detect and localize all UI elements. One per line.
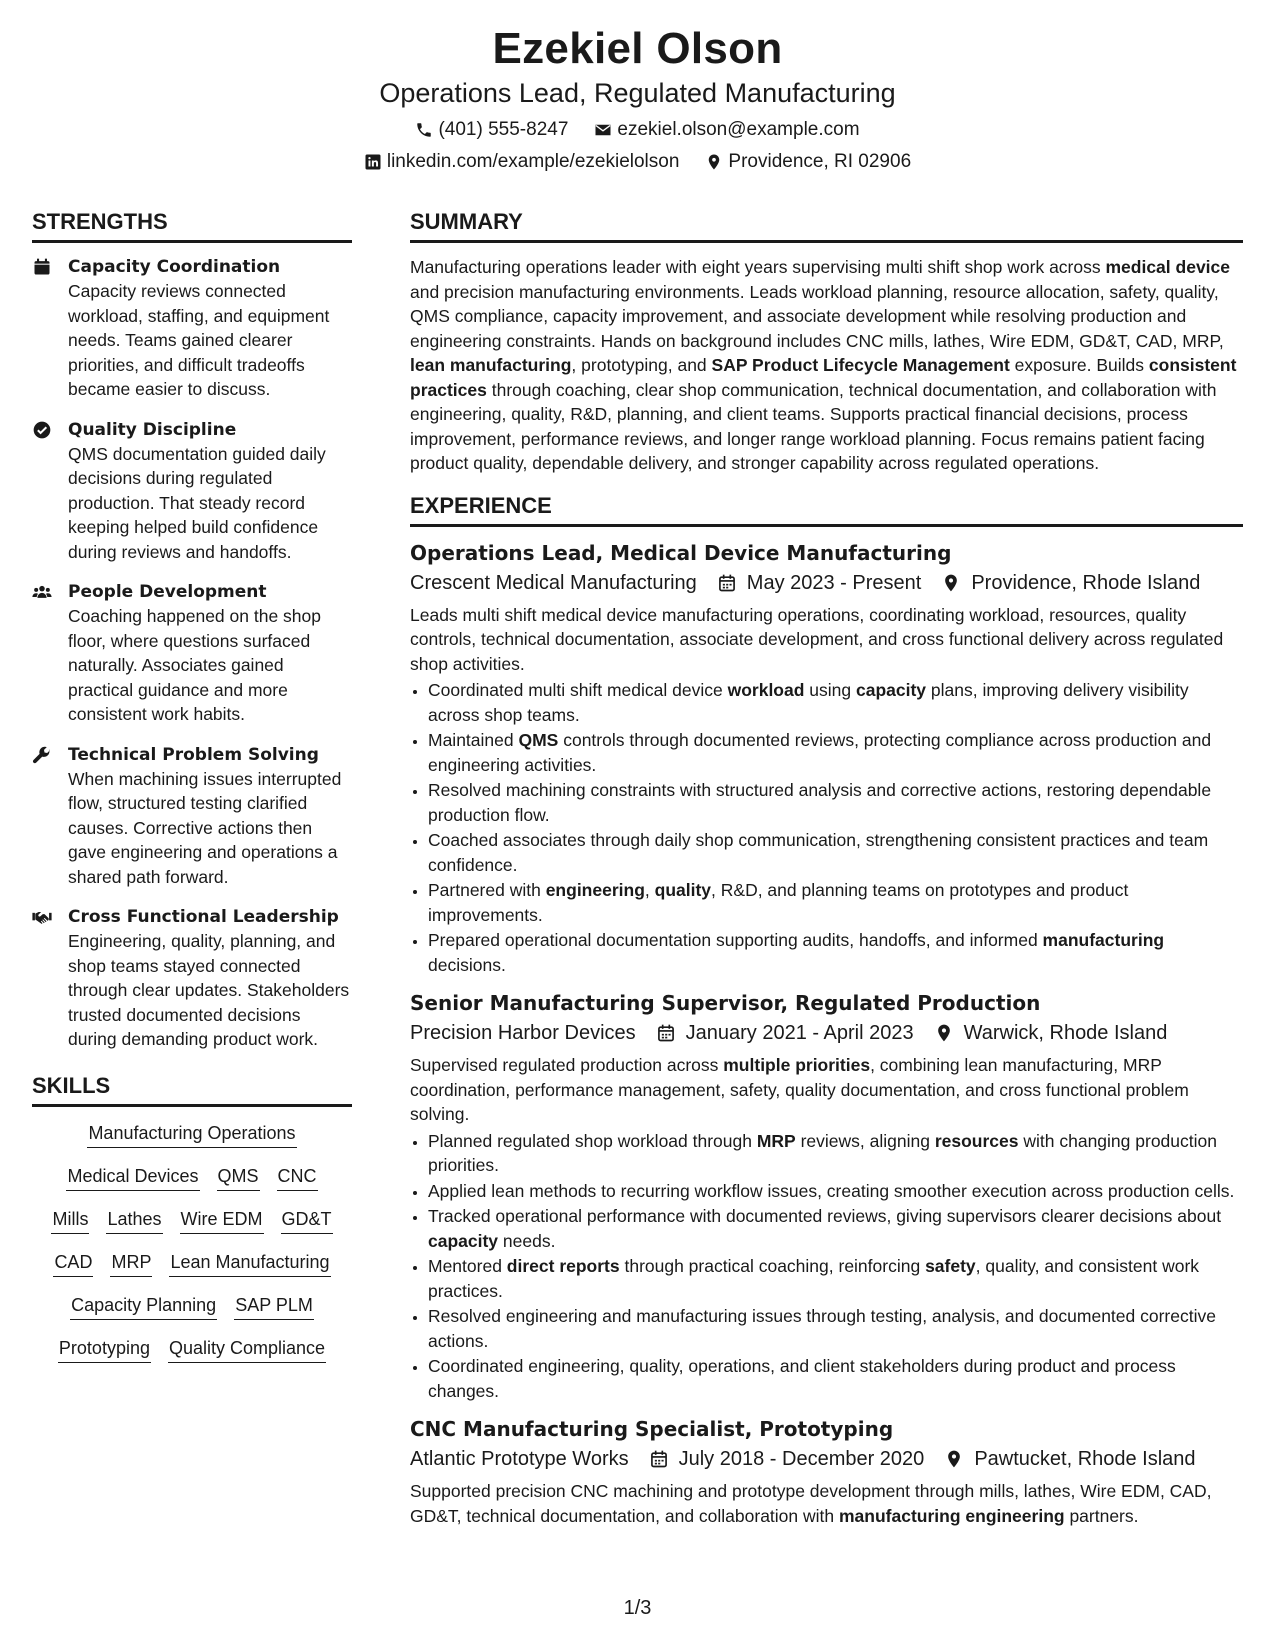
resume-header bbox=[0, 22, 1275, 174]
bold-text: lean manufacturing bbox=[410, 355, 572, 375]
linkedin-contact[interactable] bbox=[364, 150, 680, 174]
experience-list bbox=[410, 539, 1243, 1529]
check-circle-icon bbox=[32, 420, 52, 440]
email-text: ezekiel.olson@example.com bbox=[617, 119, 860, 140]
handshake-icon bbox=[32, 907, 52, 927]
job-title: CNC Manufacturing Specialist, Prototyping bbox=[410, 1417, 894, 1441]
skills-list bbox=[32, 1121, 352, 1363]
text-run: Maintained bbox=[428, 730, 519, 750]
text-run: through coaching, clear shop communication, technical documentation, and collaboration with engineering, quality, R&D, planning, and client teams. Supports practical financial decisions, process improvement, performance reviews, and longer range workload planning. Focus remains patient facing product quality, dependable delivery, and stronger capability across regulated operations. bbox=[410, 379, 1217, 473]
list-item bbox=[428, 1354, 1243, 1403]
list-item bbox=[428, 778, 1243, 827]
phone-icon bbox=[415, 121, 433, 139]
text-run: Resolved engineering and manufacturing issues through testing, analysis, and documented corrective actions. bbox=[428, 1306, 1216, 1351]
list-item bbox=[428, 1204, 1243, 1253]
email-contact[interactable] bbox=[594, 118, 859, 142]
strength-desc: Coaching happened on the shop floor, where questions surfaced naturally. Associates gained practical guidance and more consistent work habits. bbox=[68, 606, 321, 724]
map-pin-icon bbox=[941, 573, 961, 593]
map-pin-icon bbox=[944, 1449, 964, 1469]
summary-text bbox=[410, 255, 1243, 476]
text-run: plans, improving delivery visibility across shop teams. bbox=[428, 680, 1189, 725]
phone-text: (401) 555-8247 bbox=[438, 119, 569, 140]
summary-heading: SUMMARY bbox=[410, 208, 1243, 243]
skill-tag: Lathes bbox=[106, 1207, 162, 1234]
job-description: Leads multi shift medical device manufacturing operations, coordinating workload, resources, quality controls, technical documentation, associate development, and cross functional delivery across regulated shop activities. bbox=[410, 604, 1224, 674]
text-run: partners. bbox=[1064, 1505, 1139, 1526]
strength-item bbox=[32, 418, 352, 565]
bold-text: direct reports bbox=[506, 1256, 620, 1276]
job-title: Operations Lead, Medical Device Manufacturing bbox=[410, 540, 952, 565]
wrench-icon bbox=[32, 745, 52, 765]
skill-tag: Capacity Planning bbox=[70, 1293, 217, 1320]
bold-text: MRP bbox=[756, 1130, 796, 1151]
strength-title: Quality Discipline bbox=[68, 419, 237, 440]
bold-text: multiple priorities bbox=[723, 1055, 871, 1075]
bold-text: medical device bbox=[1105, 257, 1231, 277]
text-run: exposure. Builds bbox=[1009, 355, 1149, 375]
text-run: decisions. bbox=[428, 954, 506, 975]
bold-text: engineering bbox=[545, 880, 645, 900]
text-run: needs. bbox=[498, 1230, 556, 1251]
strengths-list bbox=[32, 255, 352, 1052]
strength-desc: Engineering, quality, planning, and shop teams stayed connected through clear updates. Stakeholders trusted documented decisions during demanding product work. bbox=[68, 931, 350, 1049]
bold-text: QMS bbox=[518, 730, 559, 750]
location-text: Providence, RI 02906 bbox=[728, 151, 912, 172]
text-run: , quality, and consistent work practices. bbox=[428, 1256, 1200, 1301]
strength-title: People Development bbox=[68, 582, 267, 602]
calendar-icon bbox=[717, 573, 737, 593]
list-item bbox=[428, 828, 1243, 877]
list-item bbox=[428, 1129, 1243, 1178]
location-contact bbox=[705, 150, 911, 174]
text-run: , prototyping, and bbox=[571, 355, 712, 375]
skill-row bbox=[32, 1250, 352, 1277]
bold-text: manufacturing bbox=[1042, 930, 1165, 950]
skill-tag: MRP bbox=[110, 1250, 152, 1277]
calendar-icon bbox=[32, 257, 52, 277]
skill-tag: Manufacturing Operations bbox=[87, 1121, 296, 1148]
list-item bbox=[428, 1179, 1243, 1204]
envelope-icon bbox=[594, 121, 612, 139]
phone-contact[interactable] bbox=[415, 118, 568, 142]
skill-tag: CAD bbox=[53, 1250, 93, 1277]
text-run: Supervised regulated production across bbox=[410, 1055, 724, 1075]
job-meta bbox=[410, 1019, 1243, 1047]
contact-row-2 bbox=[0, 150, 1275, 174]
skill-tag: QMS bbox=[217, 1164, 260, 1191]
text-run: Coordinated engineering, quality, operations, and client stakeholders during product and process changes. bbox=[428, 1356, 1176, 1401]
page-number: 1/3 bbox=[623, 1597, 652, 1619]
job-meta bbox=[410, 1445, 1243, 1473]
job-location: Warwick, Rhode Island bbox=[963, 1022, 1168, 1044]
skill-row bbox=[32, 1121, 352, 1148]
text-run: Tracked operational performance with documented reviews, giving supervisors clearer decisions about bbox=[428, 1206, 1222, 1226]
strength-item bbox=[32, 580, 352, 727]
text-run: , bbox=[644, 880, 655, 900]
job-location: Providence, Rhode Island bbox=[971, 571, 1201, 594]
company-name: Precision Harbor Devices bbox=[410, 1022, 636, 1044]
text-run: and precision manufacturing environments. Leads workload planning, resource allocation, safety, quality, QMS compliance, capacity improvement, and associate development while resolving production and engineering constraints. Hands on background includes CNC mills, lathes, Wire EDM, GD&T, CAD, MRP, bbox=[410, 281, 1224, 351]
bold-text: safety bbox=[925, 1256, 976, 1276]
job-description bbox=[410, 1479, 1243, 1528]
text-run: Coordinated multi shift medical device bbox=[428, 680, 728, 700]
skill-tag: Mills bbox=[51, 1207, 89, 1234]
bold-text: SAP Product Lifecycle Management bbox=[711, 355, 1010, 375]
company-name: Atlantic Prototype Works bbox=[410, 1448, 629, 1470]
skill-tag: Quality Compliance bbox=[168, 1336, 326, 1363]
skill-tag: SAP PLM bbox=[234, 1293, 314, 1320]
job-bullets bbox=[410, 1129, 1243, 1404]
users-icon bbox=[32, 582, 52, 602]
bold-text: workload bbox=[727, 680, 805, 700]
list-item bbox=[428, 728, 1243, 777]
linkedin-icon bbox=[364, 153, 382, 171]
bold-text: manufacturing engineering bbox=[839, 1505, 1065, 1526]
list-item bbox=[428, 878, 1243, 927]
text-run: Resolved machining constraints with structured analysis and corrective actions, restoring dependable production flow. bbox=[428, 780, 1212, 825]
skill-tag: Medical Devices bbox=[66, 1164, 199, 1191]
text-run: controls through documented reviews, protecting compliance across production and engineering activities. bbox=[428, 730, 1212, 775]
text-run: Coached associates through daily shop communication, strengthening consistent practices and team confidence. bbox=[428, 830, 1209, 875]
text-run: Planned regulated shop workload through bbox=[428, 1130, 757, 1151]
strength-title: Technical Problem Solving bbox=[68, 744, 319, 765]
candidate-role: Operations Lead, Regulated Manufacturing bbox=[379, 78, 896, 108]
linkedin-text: linkedin.com/example/ezekielolson bbox=[386, 151, 680, 172]
job-entry bbox=[410, 539, 1243, 978]
skill-row bbox=[32, 1336, 352, 1363]
text-run: Mentored bbox=[428, 1256, 507, 1276]
strengths-heading: STRENGTHS bbox=[32, 208, 352, 243]
text-run: Applied lean methods to recurring workflow issues, creating smoother execution across production cells. bbox=[428, 1180, 1235, 1201]
job-title: Senior Manufacturing Supervisor, Regulated Production bbox=[410, 991, 1041, 1015]
job-bullets bbox=[410, 678, 1243, 977]
strength-desc: When machining issues interrupted flow, structured testing clarified causes. Corrective actions then gave engineering and operations a shared path forward. bbox=[68, 768, 342, 887]
text-run: Manufacturing operations leader with eight years supervising multi shift shop work across bbox=[410, 257, 1106, 277]
list-item bbox=[428, 928, 1243, 977]
strength-item bbox=[32, 743, 352, 890]
job-entry bbox=[410, 1415, 1243, 1528]
job-entry bbox=[410, 989, 1243, 1403]
strength-title: Capacity Coordination bbox=[68, 257, 281, 277]
skill-tag: Lean Manufacturing bbox=[169, 1250, 330, 1277]
job-dates: May 2023 - Present bbox=[746, 571, 922, 594]
bold-text: consistent practices bbox=[410, 355, 1237, 400]
skills-heading: SKILLS bbox=[32, 1072, 352, 1107]
strength-item bbox=[32, 905, 352, 1052]
skill-tag: CNC bbox=[277, 1164, 318, 1191]
strength-title: Cross Functional Leadership bbox=[68, 907, 339, 927]
strength-desc: Capacity reviews connected workload, staffing, and equipment needs. Teams gained clearer priorities, and difficult tradeoffs became easier to discuss. bbox=[68, 281, 330, 399]
job-dates: January 2021 - April 2023 bbox=[685, 1022, 914, 1044]
job-dates: July 2018 - December 2020 bbox=[678, 1448, 925, 1470]
candidate-name: Ezekiel Olson bbox=[492, 24, 783, 73]
map-pin-icon bbox=[705, 153, 723, 171]
list-item bbox=[428, 1304, 1243, 1353]
text-run: Prepared operational documentation supporting audits, handoffs, and informed bbox=[428, 930, 1043, 950]
skill-row bbox=[32, 1293, 352, 1320]
left-column bbox=[32, 208, 352, 1379]
map-pin-icon bbox=[934, 1023, 954, 1043]
bold-text: capacity bbox=[855, 680, 927, 700]
text-run: , combining lean manufacturing, MRP coordination, performance management, safety, quality documentation, and cross functional problem solving. bbox=[410, 1055, 1189, 1124]
experience-heading: EXPERIENCE bbox=[410, 492, 1243, 527]
text-run: Supported precision CNC machining and prototype development through mills, lathes, Wire EDM, CAD, GD&T, technical documentation, and collaboration with bbox=[410, 1481, 1212, 1526]
skill-tag: Wire EDM bbox=[180, 1207, 264, 1234]
job-meta bbox=[410, 569, 1243, 597]
job-description bbox=[410, 1053, 1243, 1127]
contact-row-1 bbox=[0, 118, 1275, 142]
list-item bbox=[428, 1254, 1243, 1303]
text-run: through practical coaching, reinforcing bbox=[619, 1256, 926, 1276]
company-name: Crescent Medical Manufacturing bbox=[410, 571, 697, 594]
bold-text: resources bbox=[934, 1130, 1019, 1151]
text-run: using bbox=[804, 680, 856, 700]
skill-row bbox=[32, 1164, 352, 1191]
calendar-icon bbox=[656, 1023, 676, 1043]
job-location: Pawtucket, Rhode Island bbox=[974, 1448, 1196, 1470]
strength-item bbox=[32, 255, 352, 402]
skill-tag: Prototyping bbox=[58, 1336, 151, 1363]
strength-desc: QMS documentation guided daily decisions during regulated production. That steady record keeping helped build confidence during reviews and handoffs. bbox=[68, 443, 326, 562]
skill-row bbox=[32, 1207, 352, 1234]
calendar-icon bbox=[649, 1449, 669, 1469]
text-run: Partnered with bbox=[428, 880, 546, 900]
right-column bbox=[410, 208, 1243, 1540]
text-run: with changing production priorities. bbox=[428, 1130, 1217, 1175]
list-item bbox=[428, 678, 1243, 727]
skill-tag: GD&T bbox=[281, 1207, 333, 1234]
bold-text: quality bbox=[654, 880, 712, 900]
text-run: , R&D, and planning teams on prototypes and product improvements. bbox=[428, 880, 1129, 925]
bold-text: capacity bbox=[428, 1230, 499, 1251]
text-run: reviews, aligning bbox=[795, 1130, 935, 1151]
